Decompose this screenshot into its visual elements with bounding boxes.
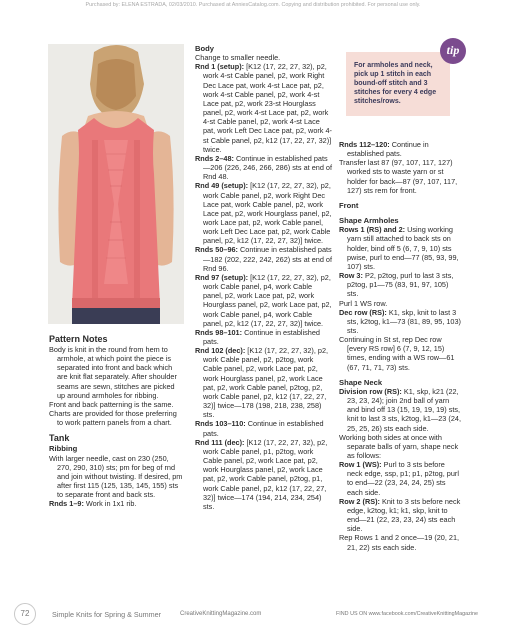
tank-top-photo: [48, 44, 184, 324]
paragraph: Purl 1 WS row.: [339, 298, 388, 308]
section-heading: Ribbing: [49, 444, 78, 454]
row-label: Rnd 111 (dec):: [195, 437, 245, 447]
row-text: Continue in established pats—182 (202, 222, 242, 262) sts at end of Rnd 96.: [203, 245, 332, 273]
instruction-row: [195, 154, 333, 181]
row-label: Rnds 103–110:: [195, 419, 246, 429]
instruction-row: [195, 62, 333, 154]
paragraph: Front and back patterning is the same.: [49, 399, 174, 409]
instruction-row: [339, 460, 461, 497]
front-instructions-column: [339, 140, 461, 552]
row-text: Purl to 3 sts before neck edge, ssp, p1; p1, p2tog, purl to end—22 (23, 24, 24, 25) sts each side.: [347, 460, 459, 497]
paragraph: With larger needle, cast on 230 (250, 270, 290, 310) sts; pm for beg of rnd and join without twisting. If desired, pm after first 115 (125, 135, 145, 155) sts to separate front and back sts.: [49, 453, 183, 500]
section-heading: Tank: [49, 433, 70, 444]
row-label: Rnds 50–96:: [195, 245, 238, 255]
row-text: Work in 1x1 rib.: [83, 499, 137, 509]
row-label: Rnd 49 (setup):: [195, 181, 249, 191]
row-text: K1, skp, k21 (22, 23, 23, 24); join 2nd ball of yarn and bind off 13 (15, 19, 19, 19) sts, knit to last 3 sts, k2tog, k1—23 (24, 25, 25, 26) sts each side.: [347, 386, 461, 433]
row-label: Rnd 102 (dec):: [195, 346, 246, 356]
row-text: [K12 (17, 22, 27, 32), p2, work Cable panel, p4, work Cable panel, p2, work Lace pat, p2, work Hourglass panel, p2, work Lace pat, p2, work Cable panel, p4, work Cable panel, p2, k12 (17, 22, 27, 32)] twice.: [203, 272, 332, 328]
purchase-banner: Purchased by: ELENA ESTRADA, 02/03/2010. Purchased at AnniesCatalog.com. Copying and distribution prohibited. For personal use only.: [85, 2, 421, 8]
instruction-row: [49, 499, 184, 508]
row-text: Continue in established pats—206 (226, 246, 266, 286) sts at end of Rnd 48.: [203, 153, 332, 182]
instruction-row: [339, 497, 461, 534]
row-text: [K12 (17, 22, 27, 32), p2, work Cable panel, p2, work Right Dec Lace pat, work Cable panel, p2, work Lace pat, p2, work Hourglass panel, p2, work Lace pat, p2, work Cable panel, work Left Dec Lace pat, p2, work Cable panel, p2, k12 (17, 22, 27, 32)] twice.: [203, 181, 332, 246]
model-photo: [48, 44, 184, 324]
row-text: Continue in established pats.: [203, 419, 324, 438]
paragraph: Rep Rows 1 and 2 once—19 (20, 21, 21, 22) sts each side.: [339, 533, 460, 552]
row-label: Dec row (RS):: [339, 307, 387, 317]
paragraph: Body is knit in the round from hem to armhole, at which point the piece is separated into front and back which are knit flat separately. After shoulder seams are sewn, stitches are picked up around armholes for ribbing.: [49, 345, 177, 400]
instruction-row: [339, 225, 461, 271]
row-label: Rnds 1–9:: [49, 499, 84, 509]
row-label: Rows 1 (RS) and 2:: [339, 225, 406, 235]
instruction-row: [195, 328, 333, 346]
row-text: Using working yarn still attached to back sts on holder, bind off 5 (6, 7, 9, 10) sts pwise, purl to end—77 (85, 93, 99, 107) sts.: [347, 225, 459, 271]
section-heading: Shape Armholes: [339, 216, 399, 226]
row-label: Rnd 1 (setup):: [195, 62, 245, 72]
section-heading: Front: [339, 200, 359, 210]
row-text: [K12 (17, 22, 27, 32), p2, work 4-st Cable panel, p2, work Right Dec Lace pat, work 4-st Lace pat, p2, work 4-st Cable panel, p2, work 4-st Lace pat, p2, work 23-st Hourglass panel, p2, work 4-st Lace pat, p2, work 4-st Cable panel, p2, work 4-st Lace pat, work Left Dec Lace pat, p2, work 4-st Cable panel, p2, k12 (17, 22, 27, 32)] twice.: [203, 62, 332, 154]
row-text: Continue in established pats.: [347, 140, 429, 159]
paragraph: Charts are provided for those preferring to work pattern panels from a chart.: [49, 409, 177, 428]
instruction-row: [339, 308, 461, 335]
row-label: Row 1 (WS):: [339, 460, 382, 470]
instruction-row: [195, 273, 333, 328]
instruction-row: [339, 387, 461, 433]
row-text: P2, p2tog, purl to last 3 sts, p2tog, p1—75 (83, 91, 97, 105) sts.: [347, 271, 454, 299]
section-heading: Pattern Notes: [49, 334, 108, 344]
paragraph: Continuing in St st, rep Dec row [every RS row] 6 (7, 9, 12, 15) times, ending with a WS row—61 (67, 71, 71, 73) sts.: [339, 335, 455, 372]
instruction-row: [195, 181, 333, 245]
row-text: Continue in established pats.: [203, 327, 320, 346]
row-text: K1, skp, knit to last 3 sts, k2tog, k1—73 (81, 89, 95, 103) sts.: [347, 307, 461, 335]
pattern-notes-column: [49, 334, 184, 509]
row-label: Rnds 2–48:: [195, 153, 234, 163]
section-heading: Body: [195, 44, 214, 53]
instruction-row: [195, 419, 333, 437]
instruction-row: [195, 438, 333, 511]
instruction-row: [195, 245, 333, 272]
row-label: Division row (RS):: [339, 386, 402, 396]
paragraph: Change to smaller needle.: [195, 53, 281, 63]
website-link[interactable]: CreativeKnittingMagazine.com: [180, 611, 262, 617]
row-label: Rnds 98–101:: [195, 327, 243, 337]
instruction-row: [339, 140, 461, 158]
row-label: Row 3:: [339, 271, 363, 281]
row-label: Rnds 112–120:: [339, 140, 390, 149]
page-number: 72: [14, 603, 36, 625]
section-heading: Shape Neck: [339, 377, 383, 387]
row-label: Rnd 97 (setup):: [195, 272, 249, 282]
row-label: Row 2 (RS):: [339, 496, 380, 506]
paragraph: Transfer last 87 (97, 107, 117, 127) worked sts to waste yarn or st holder for back—87 (97, 107, 117, 127) sts rem for front.: [339, 158, 458, 195]
row-text: [K12 (17, 22, 27, 32), p2, work Cable panel, p2, p2tog, work Cable panel, p2, work Lace pat, p2, work Hourglass panel, p2, work Lace pat, p2, work Cable panel, p2tog, p2, work Cable panel, p2, k12 (17, 22, 27, 32)] twice—178 (198, 218, 238, 258) sts.: [203, 346, 329, 420]
tip-badge: tip: [440, 38, 466, 64]
instruction-row: [195, 346, 333, 419]
row-text: [K12 (17, 22, 27, 32), p2, work Cable panel, p1, p2tog, work Cable panel, p2, work Lace pat, p2, work Hourglass panel, p2, work Lace pat, p2, work Cable panel, p2tog, p1, work Cable panel, p2, k12 (17, 22, 27, 32)] twice—174 (194, 214, 234, 254) sts.: [203, 437, 328, 511]
magazine-title: Simple Knits for Spring & Summer: [52, 610, 162, 619]
paragraph: Working both sides at once with separate balls of yarn, shape neck as follows:: [339, 432, 459, 460]
tip-text: For armholes and neck, pick up 1 stitch in each bound-off stitch and 3 stitches for every 4 edge stitches/rows.: [354, 62, 437, 105]
facebook-link[interactable]: FIND US ON www.facebook.com/CreativeKnittingMagazine: [336, 611, 479, 617]
body-instructions-column: [195, 44, 333, 511]
instruction-row: [339, 271, 461, 298]
row-text: Knit to 3 sts before neck edge, k2tog, k1; k1, skp, knit to end—21 (22, 23, 23, 24) sts each side.: [347, 496, 461, 534]
